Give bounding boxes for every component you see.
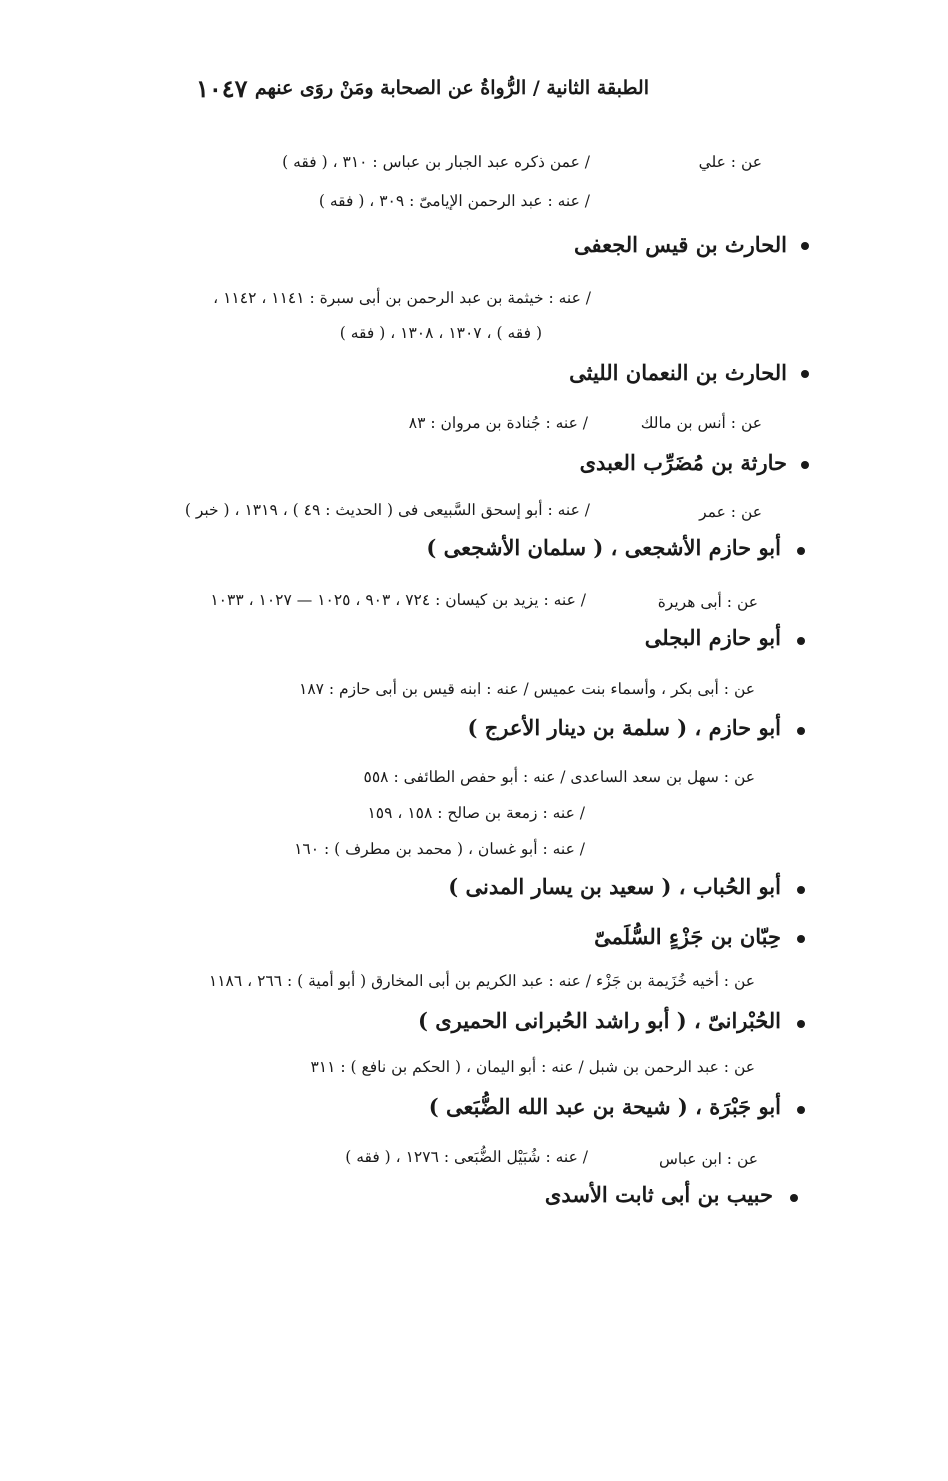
running-title: الطبقة الثانية / الرُّواةُ عن الصحابة ومَنْ روَى عنهم [254, 77, 649, 99]
entry-bullet [797, 547, 805, 555]
narrator-name: حِبّان بن جَزْءٍ السُّلَمىّ [594, 924, 781, 949]
narrator-name: أبو حازم البجلى [644, 625, 781, 650]
narrator-name: الحارث بن قيس الجعفى [573, 232, 787, 257]
narrator-name: حارثة بن مُضَرِّب العبدى [579, 450, 787, 475]
narrator-name: أبو جَبْرَة ، ( شيحة بن عبد الله الضُّبَعى ) [428, 1094, 781, 1119]
entry-line: / عنه : خيثمة بن عبد الرحمن بن أبى سبرة : ١١٤١ ، ١١٤٢ ، [213, 289, 591, 307]
narrator-name: حبيب بن أبى ثابت الأسدى [544, 1182, 773, 1207]
entry-line: عن : أبى بكر ، وأسماء بنت عميس / عنه : ابنه قيس بن أبى حازم : ١٨٧ [299, 680, 755, 698]
entry-bullet [797, 935, 805, 943]
narrator-name: أبو حازم الأشجعى ، ( سلمان الأشجعى ) [426, 535, 781, 560]
entry-line: عن : سهل بن سعد الساعدى / عنه : أبو حفص الطائفى : ٥٥٨ [363, 768, 755, 786]
from-label: عن : علي [698, 153, 762, 171]
entry-bullet [797, 727, 805, 735]
entry-line: ( فقه ) ، ١٣٠٧ ، ١٣٠٨ ، ( فقه ) [339, 324, 542, 342]
entry-bullet [797, 637, 805, 645]
from-label: عن : ابن عباس [658, 1150, 758, 1168]
entry-bullet [790, 1194, 798, 1202]
entry-line: / عنه : أبو غسان ، ( محمد بن مطرف ) : ١٦٠ [294, 840, 585, 858]
from-label: عن : أبى هريرة [657, 593, 758, 611]
from-label: عن : عمر [699, 503, 762, 521]
entry-line: / عنه : جُنادة بن مروان : ٨٣ [408, 414, 588, 432]
entry-bullet [797, 1106, 805, 1114]
narrator-name: الحارث بن النعمان الليثى [569, 360, 787, 385]
entry-line: / عنه : يزيد بن كيسان : ٧٢٤ ، ٩٠٣ ، ١٠٢٥ — ١٠٢٧ ، ١٠٣٣ [210, 591, 586, 609]
entry-bullet [801, 242, 809, 250]
entry-line: / عمن ذكره عبد الجبار بن عباس : ٣١٠ ، ( فقه ) [282, 153, 590, 171]
entry-line: / عنه : عبد الرحمن الإيامىّ : ٣٠٩ ، ( فقه ) [318, 192, 590, 210]
entry-bullet [801, 461, 809, 469]
narrator-name: أبو الحُباب ، ( سعيد بن يسار المدنى ) [448, 874, 781, 899]
page-number: ١٠٤٧ [196, 74, 248, 103]
entry-line: / عنه : شُبَيْل الضُّبَعى : ١٢٧٦ ، ( فقه ) [345, 1148, 588, 1166]
narrator-name: الحُبْرانىّ ، ( أبو راشد الحُبرانى الحميرى ) [417, 1008, 781, 1033]
entry-bullet [797, 1020, 805, 1028]
entry-line: عن : أخيه خُزَيمة بن جَزْء / عنه : عبد الكريم بن أبى المخارق ( أبو أمية ) : ٢٦٦ ، ١١٨٦ [208, 972, 755, 990]
entry-bullet [797, 886, 805, 894]
entry-line: عن : عبد الرحمن بن شبل / عنه : أبو اليمان ، ( الحكم بن نافع ) : ٣١١ [310, 1058, 755, 1076]
entry-line: / عنه : أبو إسحق السَّبيعى فى ( الحديث : ٤٩ ) ، ١٣١٩ ، ( خبر ) [184, 501, 590, 519]
narrator-name: أبو حازم ، ( سلمة بن دينار الأعرج ) [467, 715, 781, 740]
entry-bullet [801, 370, 809, 378]
entry-line: / عنه : زمعة بن صالح : ١٥٨ ، ١٥٩ [367, 804, 585, 822]
from-label: عن : أنس بن مالك [640, 414, 762, 432]
